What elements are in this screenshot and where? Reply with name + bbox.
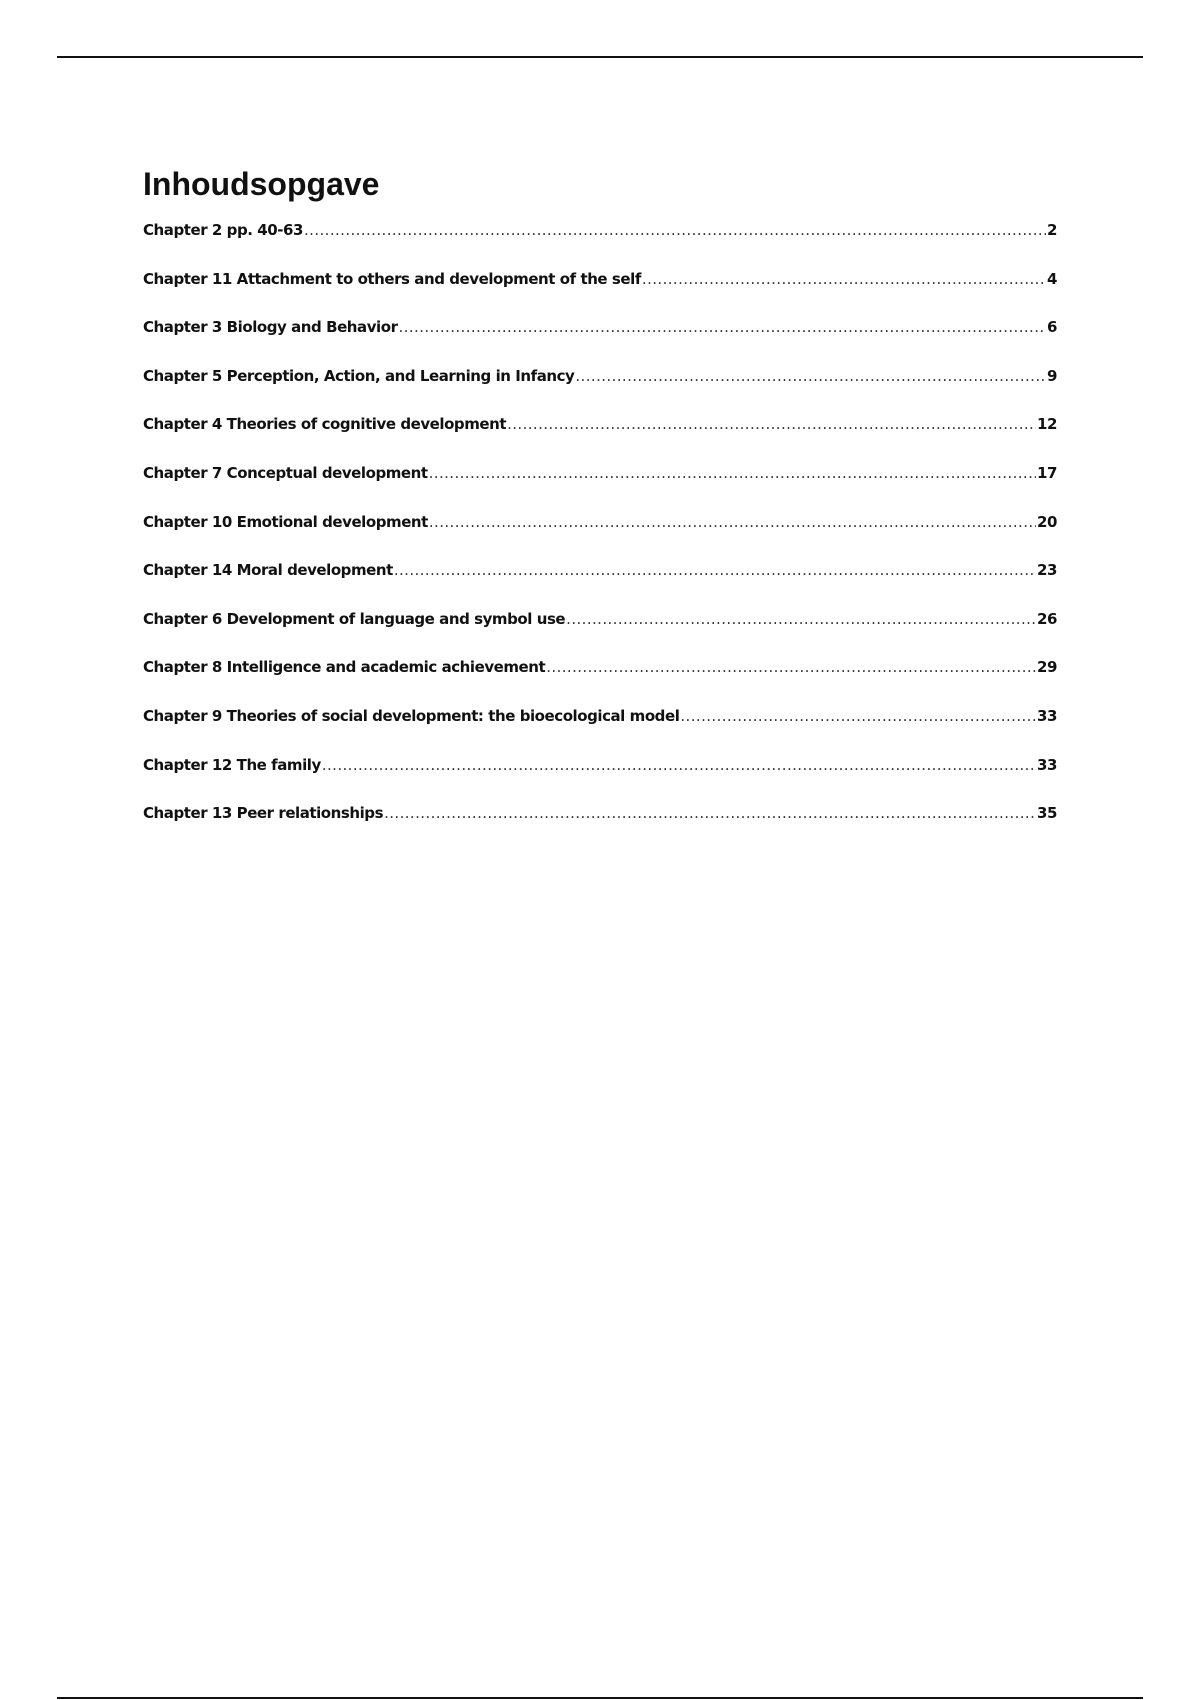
toc-entry-page-number: 2 [1047, 221, 1057, 239]
toc-entry-label: Chapter 8 Intelligence and academic achievement [143, 658, 546, 677]
toc-entry-page-number: 29 [1037, 658, 1057, 677]
toc-entry-label: Chapter 5 Perception, Action, and Learning in Infancy [143, 366, 575, 385]
toc-entry-label: Chapter 3 Biology and Behavior [143, 318, 398, 337]
toc-dot-leader [384, 804, 1036, 822]
toc-dot-leader [399, 318, 1046, 336]
toc-entry[interactable] [143, 464, 1057, 513]
toc-entry-label: Chapter 10 Emotional development [143, 512, 428, 531]
toc-entry[interactable] [143, 804, 1057, 853]
toc-entry[interactable] [143, 318, 1057, 367]
toc-entry-page-number: 12 [1037, 415, 1057, 434]
toc-entry[interactable] [143, 756, 1057, 805]
toc-entry-page-number: 9 [1047, 366, 1057, 385]
toc-entry-label: Chapter 14 Moral development [143, 561, 393, 580]
toc-dot-leader [575, 367, 1046, 385]
toc-entry[interactable] [143, 610, 1057, 659]
toc-entry-label: Chapter 7 Conceptual development [143, 463, 428, 482]
header-rule [57, 56, 1143, 58]
toc-dot-leader [680, 707, 1036, 725]
toc-entry-page-number: 17 [1037, 463, 1057, 482]
toc-entry-page-number: 26 [1037, 609, 1057, 628]
toc-entry-label: Chapter 11 Attachment to others and development of the self [143, 269, 641, 288]
toc-section [143, 164, 1057, 853]
toc-entry-page-number: 33 [1037, 706, 1057, 725]
toc-entry-page-number: 23 [1037, 561, 1057, 580]
toc-entry-page-number: 33 [1037, 755, 1057, 774]
toc-title: Inhoudsopgave [143, 166, 380, 202]
toc-entry-label: Chapter 2 pp. 40-63 [143, 221, 303, 239]
toc-entry[interactable] [143, 561, 1057, 610]
toc-entry[interactable] [143, 415, 1057, 464]
toc-entry[interactable] [143, 367, 1057, 416]
toc-dot-leader [429, 513, 1036, 531]
toc-entry-page-number: 4 [1047, 269, 1057, 288]
toc-entry-label: Chapter 6 Development of language and symbol use [143, 609, 566, 628]
toc-dot-leader [642, 270, 1046, 288]
toc-dot-leader [566, 610, 1036, 628]
toc-entry-label: Chapter 12 The family [143, 755, 321, 774]
toc-entry[interactable] [143, 270, 1057, 319]
toc-entry-page-number: 20 [1037, 512, 1057, 531]
toc-dot-leader [507, 415, 1036, 433]
toc-entry-page-number: 35 [1037, 804, 1057, 823]
toc-entry[interactable] [143, 707, 1057, 756]
footer-rule [57, 1697, 1143, 1699]
toc-entry-label: Chapter 9 Theories of social development: the bioecological model [143, 706, 680, 725]
toc-entry-page-number: 6 [1047, 318, 1057, 337]
toc-entry[interactable] [143, 513, 1057, 562]
toc-dot-leader [429, 464, 1036, 482]
toc-list [143, 221, 1057, 853]
toc-entry[interactable] [143, 221, 1057, 270]
toc-dot-leader [304, 221, 1046, 239]
toc-dot-leader [322, 756, 1036, 774]
toc-dot-leader [394, 561, 1036, 579]
toc-entry-label: Chapter 13 Peer relationships [143, 804, 384, 823]
toc-entry[interactable] [143, 658, 1057, 707]
toc-entry-label: Chapter 4 Theories of cognitive development [143, 415, 507, 434]
toc-dot-leader [546, 658, 1036, 676]
